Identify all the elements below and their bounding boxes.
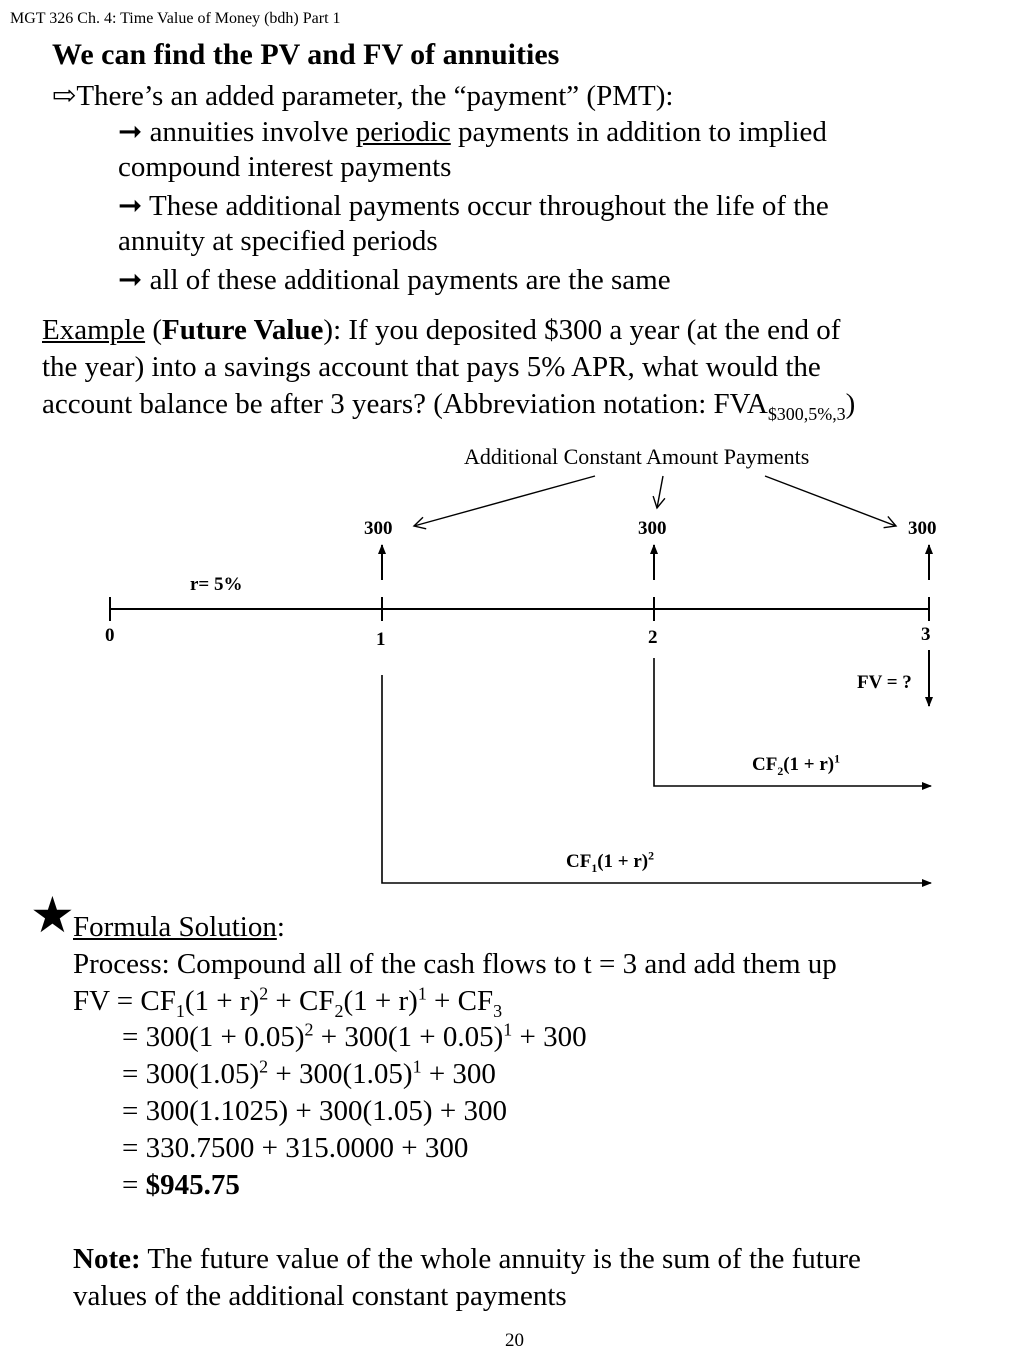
time-label-3: 3 [921,624,931,645]
time-label-2: 2 [648,627,658,648]
time-label-0: 0 [105,625,115,646]
pointer-arrow-1 [414,476,595,526]
star-icon: ★ [30,887,75,943]
time-label-1: 1 [376,629,386,650]
process-line: Process: Compound all of the cash flows to t = 3 and add them up [73,948,837,980]
pointer-arrow-3 [765,476,896,526]
step-4: = 330.7500 + 315.0000 + 300 [122,1132,469,1164]
cf1-label: $CF_1(1 + r)^2$ [566,849,655,875]
step-1: = $300(1 + 0.05)^2 + 300(1 + 0.05)^1 + 300$ [122,1019,587,1053]
cf2-label: $CF_2(1 + r)^1$ [752,752,841,778]
example-label: Example [42,314,146,346]
slide-header: MGT 326 Ch. 4: Time Value of Money (bdh) Part 1 [10,10,341,27]
final-answer: = $945.75 [122,1169,240,1201]
bullet-arrow-icon: ➞ [118,116,143,148]
payment-label-2: 300 [638,518,667,539]
bullet-arrow-icon: ➞ [118,264,143,296]
intro-text: There’s an added parameter, the “payment” (PMT): [76,80,674,112]
underlined-word: periodic [355,116,451,148]
cf1-compound-path [382,675,931,883]
formula-line: FV = $CF_1(1 + r)^2 + CF_2(1 + r)^1 + CF_3$ [73,983,503,1021]
bullet-1: ➞ annuities involve periodic payments in addition to implied [118,116,827,148]
fv-label: FV = ? [857,672,912,693]
payment-label-3: 300 [908,518,937,539]
annotation-label: Additional Constant Amount Payments [464,444,810,469]
page-number: 20 [505,1330,524,1351]
bullet-arrow-icon: ➞ [118,190,143,222]
bullet-2-continued: annuity at specified periods [118,225,438,257]
pointer-arrow-2 [657,476,663,508]
bullet-1-continued: compound interest payments [118,151,452,183]
step-2: = $300(1.05)^2 + 300(1.05)^1 + 300$ [122,1056,496,1090]
right-arrow-icon: ⇨ [52,80,77,112]
note-line-2: values of the additional constant payments [73,1280,567,1312]
page-title: We can find the PV and FV of annuities [52,38,560,71]
example-line-2: the year) into a savings account that pays 5% APR, what would the [42,351,821,383]
future-value-label: Future Value [162,314,324,346]
note-label: Note: [73,1243,141,1275]
step-3: = 300(1.1025) + 300(1.05) + 300 [122,1095,507,1127]
payment-label-1: 300 [364,518,393,539]
example-line-3: account balance be after 3 years? (Abbreviation notation: $FVA_{\$300,5\%,3}$) [42,388,856,424]
solution-heading: Formula Solution: [73,911,285,943]
note-line-1: Note: The future value of the whole annuity is the sum of the future [73,1243,861,1275]
rate-label: r= 5% [190,574,243,595]
bullet-2: ➞ These additional payments occur throughout the life of the [118,190,829,222]
bullet-3: ➞ all of these additional payments are the same [118,264,671,296]
example-line-1: Example (Future Value): If you deposited $300 a year (at the end of [42,314,841,346]
